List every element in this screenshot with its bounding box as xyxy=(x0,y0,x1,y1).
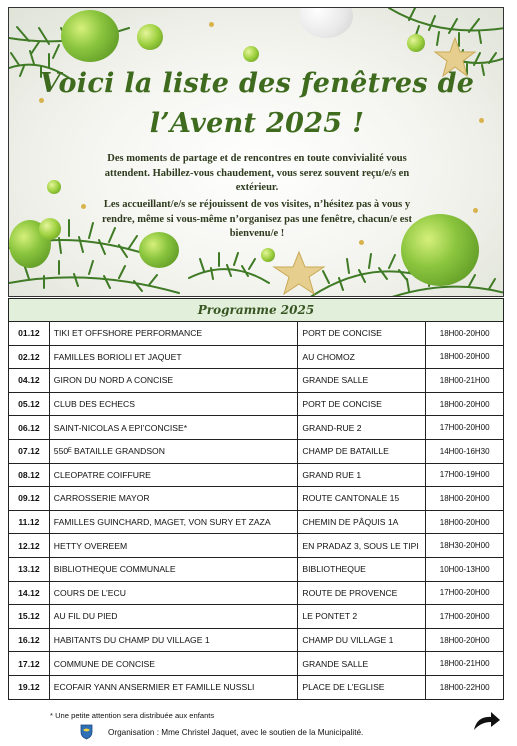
christmas-ball-icon xyxy=(39,218,61,240)
row-event: FAMILLES BORIOLI ET JAQUET xyxy=(49,345,298,369)
advent-banner xyxy=(8,7,504,297)
row-time: 17H00-20H00 xyxy=(426,416,504,440)
row-date: 07.12 xyxy=(9,439,50,463)
row-place: ROUTE CANTONALE 15 xyxy=(298,487,426,511)
row-date: 13.12 xyxy=(9,557,50,581)
table-row xyxy=(9,652,504,676)
row-time: 17H00-19H00 xyxy=(426,463,504,487)
row-event: GIRON DU NORD A CONCISE xyxy=(49,369,298,393)
row-date: 05.12 xyxy=(9,392,50,416)
row-place: EN PRADAZ 3, SOUS LE TIPI xyxy=(298,534,426,558)
row-place: GRANDE SALLE xyxy=(298,369,426,393)
table-row xyxy=(9,510,504,534)
star-ornament-icon xyxy=(271,250,327,296)
row-event: CLUB DES ECHECS xyxy=(49,392,298,416)
table-row xyxy=(9,581,504,605)
row-date: 15.12 xyxy=(9,605,50,629)
christmas-ball-icon xyxy=(47,180,61,194)
table-row xyxy=(9,322,504,346)
table-row xyxy=(9,369,504,393)
row-date: 17.12 xyxy=(9,652,50,676)
program-rows xyxy=(9,322,504,700)
row-time: 17H00-20H00 xyxy=(426,605,504,629)
curved-arrow-icon xyxy=(471,710,501,732)
table-row xyxy=(9,605,504,629)
row-date: 12.12 xyxy=(9,534,50,558)
row-time: 18H00-20H00 xyxy=(426,487,504,511)
organisation-credit: Organisation : Mme Christel Jaquet, avec le soutien de la Municipalité. xyxy=(108,728,364,737)
table-row xyxy=(9,534,504,558)
row-place: BIBLIOTHEQUE xyxy=(298,557,426,581)
commune-crest-icon xyxy=(80,724,93,740)
row-time: 18H30-20H00 xyxy=(426,534,504,558)
christmas-ball-icon xyxy=(243,46,259,62)
row-time: 14H00-16H30 xyxy=(426,439,504,463)
table-row xyxy=(9,345,504,369)
row-event: 550ᴱ BATAILLE GRANDSON xyxy=(49,439,298,463)
row-time: 18H00-22H00 xyxy=(426,675,504,699)
row-event: AU FIL DU PIED xyxy=(49,605,298,629)
row-event: TIKI ET OFFSHORE PERFORMANCE xyxy=(49,322,298,346)
table-row xyxy=(9,628,504,652)
row-date: 01.12 xyxy=(9,322,50,346)
row-time: 17H00-20H00 xyxy=(426,581,504,605)
row-event: COMMUNE DE CONCISE xyxy=(49,652,298,676)
christmas-ball-icon xyxy=(61,10,119,62)
row-date: 16.12 xyxy=(9,628,50,652)
row-time: 18H00-20H00 xyxy=(426,322,504,346)
intro-paragraph-2: Les accueillant/e/s se réjouissent de vos visites, n’hésitez pas à vous y rendre, même si vous-même n’organisez pas une fenêtre, chacun/e est bienvenu/e ! xyxy=(102,199,412,239)
row-place: AU CHOMOZ xyxy=(298,345,426,369)
row-place: GRANDE SALLE xyxy=(298,652,426,676)
row-time: 18H00-20H00 xyxy=(426,345,504,369)
banner-title-line1: Voici la liste des fenêtres de xyxy=(39,68,475,99)
row-place: GRAND RUE 1 xyxy=(298,463,426,487)
program-table xyxy=(8,298,504,700)
row-date: 19.12 xyxy=(9,675,50,699)
row-time: 18H00-20H00 xyxy=(426,510,504,534)
row-date: 06.12 xyxy=(9,416,50,440)
row-date: 11.12 xyxy=(9,510,50,534)
program-heading: Programme 2025 xyxy=(9,299,504,322)
row-place: CHAMP DE BATAILLE xyxy=(298,439,426,463)
row-place: GRAND-RUE 2 xyxy=(298,416,426,440)
table-row xyxy=(9,416,504,440)
table-row xyxy=(9,392,504,416)
row-place: PORT DE CONCISE xyxy=(298,322,426,346)
row-date: 14.12 xyxy=(9,581,50,605)
row-place: ROUTE DE PROVENCE xyxy=(298,581,426,605)
christmas-ball-icon xyxy=(137,24,163,50)
row-date: 02.12 xyxy=(9,345,50,369)
row-date: 04.12 xyxy=(9,369,50,393)
table-row xyxy=(9,487,504,511)
row-place: LE PONTET 2 xyxy=(298,605,426,629)
christmas-ball-icon xyxy=(407,34,425,52)
table-row xyxy=(9,463,504,487)
row-event: SAINT-NICOLAS A EPI’CONCISE* xyxy=(49,416,298,440)
row-time: 18H00-20H00 xyxy=(426,392,504,416)
row-place: CHAMP DU VILLAGE 1 xyxy=(298,628,426,652)
intro-paragraph-1: Des moments de partage et de rencontres en toute convivialité vous attendent. Habillez-vous chaudement, vous serez souvent reçu/e/s en extérieur. xyxy=(104,153,410,193)
row-place: PORT DE CONCISE xyxy=(298,392,426,416)
row-place: CHEMIN DE PÂQUIS 1A xyxy=(298,510,426,534)
banner-title-line2: l’Avent 2025 ! xyxy=(149,108,365,139)
row-time: 18H00-21H00 xyxy=(426,652,504,676)
table-row xyxy=(9,439,504,463)
row-place: PLACE DE L’EGLISE xyxy=(298,675,426,699)
row-date: 08.12 xyxy=(9,463,50,487)
row-event: ECOFAIR YANN ANSERMIER ET FAMILLE NUSSLI xyxy=(49,675,298,699)
table-row xyxy=(9,675,504,699)
row-event: FAMILLES GUINCHARD, MAGET, VON SURY ET ZAZA xyxy=(49,510,298,534)
row-event: CLEOPATRE COIFFURE xyxy=(49,463,298,487)
row-time: 18H00-20H00 xyxy=(426,628,504,652)
row-time: 10H00-13H00 xyxy=(426,557,504,581)
row-event: BIBLIOTHEQUE COMMUNALE xyxy=(49,557,298,581)
row-event: CARROSSERIE MAYOR xyxy=(49,487,298,511)
row-date: 09.12 xyxy=(9,487,50,511)
table-row xyxy=(9,557,504,581)
row-event: COURS DE L’ECU xyxy=(49,581,298,605)
footnote: * Une petite attention sera distribuée aux enfants xyxy=(50,711,215,720)
row-event: HETTY OVEREEM xyxy=(49,534,298,558)
row-time: 18H00-21H00 xyxy=(426,369,504,393)
row-event: HABITANTS DU CHAMP DU VILLAGE 1 xyxy=(49,628,298,652)
